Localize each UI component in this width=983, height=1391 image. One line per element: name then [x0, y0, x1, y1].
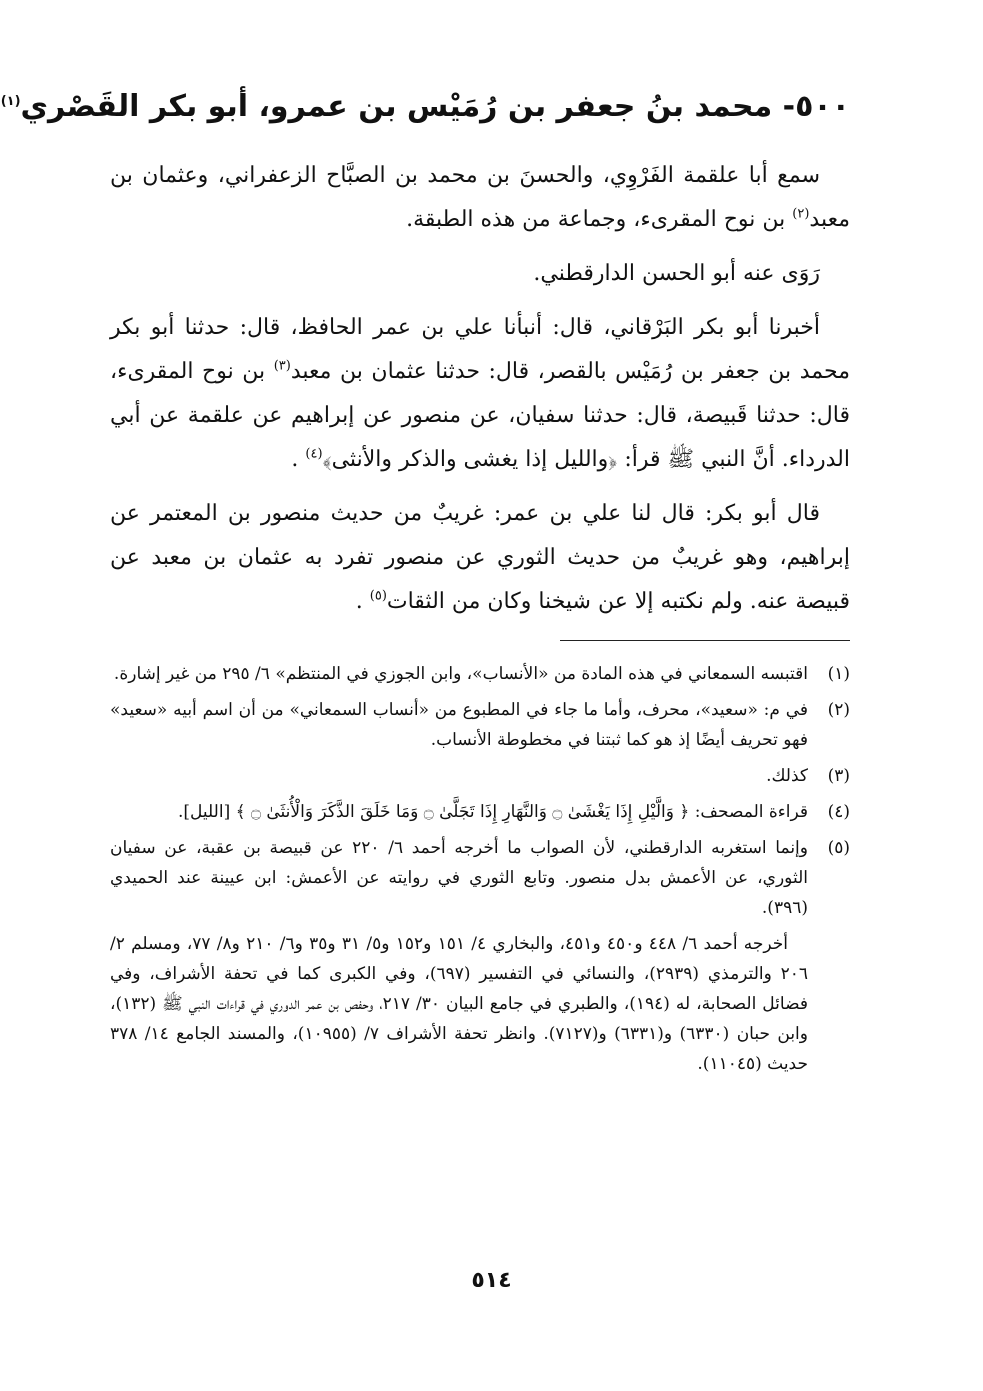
paragraph-text: بن نوح المقرىء، قال: حدثنا قَبيصة، قال: حدثنا سفيان، عن منصور عن إبراهيم عن علقمة عن أبي الدرداء. أنَّ النبي ﷺ قرأ: ﴿والليل إذا يغشى والذكر والأنثى﴾: [110, 359, 850, 472]
footnotes: [110, 659, 850, 1079]
entry-title-text: ٥٠٠- محمد بنُ جعفر بن رُمَيْس بن عمرو، أبو بكر القَصْري: [20, 89, 850, 124]
footnote-number: (٤): [827, 802, 850, 822]
paragraph-narrators: [110, 252, 850, 296]
footnote-ref[interactable]: (١): [0, 94, 21, 109]
entry-title: [0, 84, 850, 130]
footnote-text: في م: «سعيد»، محرف، وأما ما جاء في المطبوع من «أنساب السمعاني» من أن اسم أبيه «سعيد» فهو تحريف أيضًا إذ هو كما ثبتنا في مخطوطة الأنساب.: [110, 700, 808, 750]
paragraph-listeners: [110, 154, 850, 242]
footnote-item: [110, 659, 850, 689]
paragraph-text: سمع أبا علقمة الفَرْوِي، والحسنَ بن محمد بن الصبَّاح الزعفراني، وعثمان بن معبد: [110, 163, 850, 232]
paragraph-text: رَوَى عنه أبو الحسن الدارقطني.: [533, 261, 820, 286]
paragraph-text: .: [355, 589, 370, 614]
paragraph-commentary: [110, 492, 850, 624]
footnote-number: (٢): [827, 700, 850, 720]
paragraph-text: بن نوح المقرىء، وجماعة من هذه الطبقة.: [406, 207, 793, 232]
paragraph-hadith: [110, 306, 850, 482]
paragraph-text: .: [291, 447, 306, 472]
footnote-text: اقتبسه السمعاني في هذه المادة من «الأنساب»، وابن الجوزي في المنتظم» ٦/ ٢٩٥ من غير إشارة.: [113, 664, 808, 684]
page-number: ٥١٤: [471, 1268, 512, 1293]
paragraph-text: قال أبو بكر: قال لنا علي بن عمر: غريبٌ من حديث منصور بن المعتمر عن إبراهيم، وهو غريبٌ من حديث الثوري عن منصور تفرد به عثمان بن معبد عن قبيصة عنه. ولم نكتبه إلا عن شيخنا وكان من الثقات: [110, 501, 850, 614]
paragraph-text: أخبرنا أبو بكر البَرْقاني، قال: أنبأنا علي بن عمر الحافظ، قال: حدثنا أبو بكر محمد بن جعفر بن رُمَيْس بالقصر، قال: حدثنا عثمان بن معبد: [110, 315, 850, 384]
footnote-ref[interactable]: (٤): [305, 446, 323, 462]
footnote-text: قراءة المصحف: ﴿ وَالَّيْلِ إِذَا يَغْشَىٰ ۝ وَالنَّهَارِ إِذَا تَجَلَّىٰ ۝ وَمَا خَلَقَ الذَّكَرَ وَالْأُنثَىٰ ۝ ﴾ [الليل].: [178, 802, 808, 822]
footnote-item: [110, 695, 850, 755]
footnote-item: [110, 761, 850, 791]
footnote-number: (٥): [827, 838, 850, 858]
footnote-number: (٣): [827, 766, 850, 786]
footnote-ref[interactable]: (٢): [792, 206, 810, 222]
footnote-continuation: أخرجه أحمد ٦/ ٤٤٨ و٤٥٠ و٤٥١، والبخاري ٤/ ١٥١ و١٥٢ و٥/ ٣١ و٣٥ و٦/ ٢١٠ و٨/ ٧٧، ومسلم ٢/ ٢٠٦ والترمذي (٢٩٣٩)، والنسائي في التفسير (٦٩٧)، وفي الكبرى كما في تحفة الأشراف، وفي فضائل الصحابة، له (١٩٤)، والطبري في جامع البيان ٣٠/ ٢١٧، وحفص بن عمر الدوري في قراءات النبي ﷺ (١٣٢)، وابن حبان (٦٣٣٠) و(٦٣٣١) و(٧١٢٧). وانظر تحفة الأشراف ٧/ (١٠٩٥٥)، والمسند الجامع ١٤/ ٣٧٨ حديث (١١٠٤٥).: [110, 934, 808, 1074]
footnote-item: [110, 833, 850, 923]
footnote-separator: [560, 640, 850, 641]
footnote-ref[interactable]: (٣): [273, 358, 291, 374]
footnote-item: [110, 797, 850, 827]
footnote-number: (١): [827, 664, 850, 684]
footnote-text: كذلك.: [766, 766, 808, 786]
footnote-ref[interactable]: (٥): [369, 588, 387, 604]
footnote-text: وإنما استغربه الدارقطني، لأن الصواب ما أخرجه أحمد ٦/ ٢٢٠ عن قبيصة بن عقبة، عن سفيان الثوري، عن الأعمش بدل منصور. وتابع الثوري في روايته عن الأعمش: ابن عيينة عند الحميدي (٣٩٦).: [110, 838, 808, 918]
page-body: [0, 70, 850, 1079]
